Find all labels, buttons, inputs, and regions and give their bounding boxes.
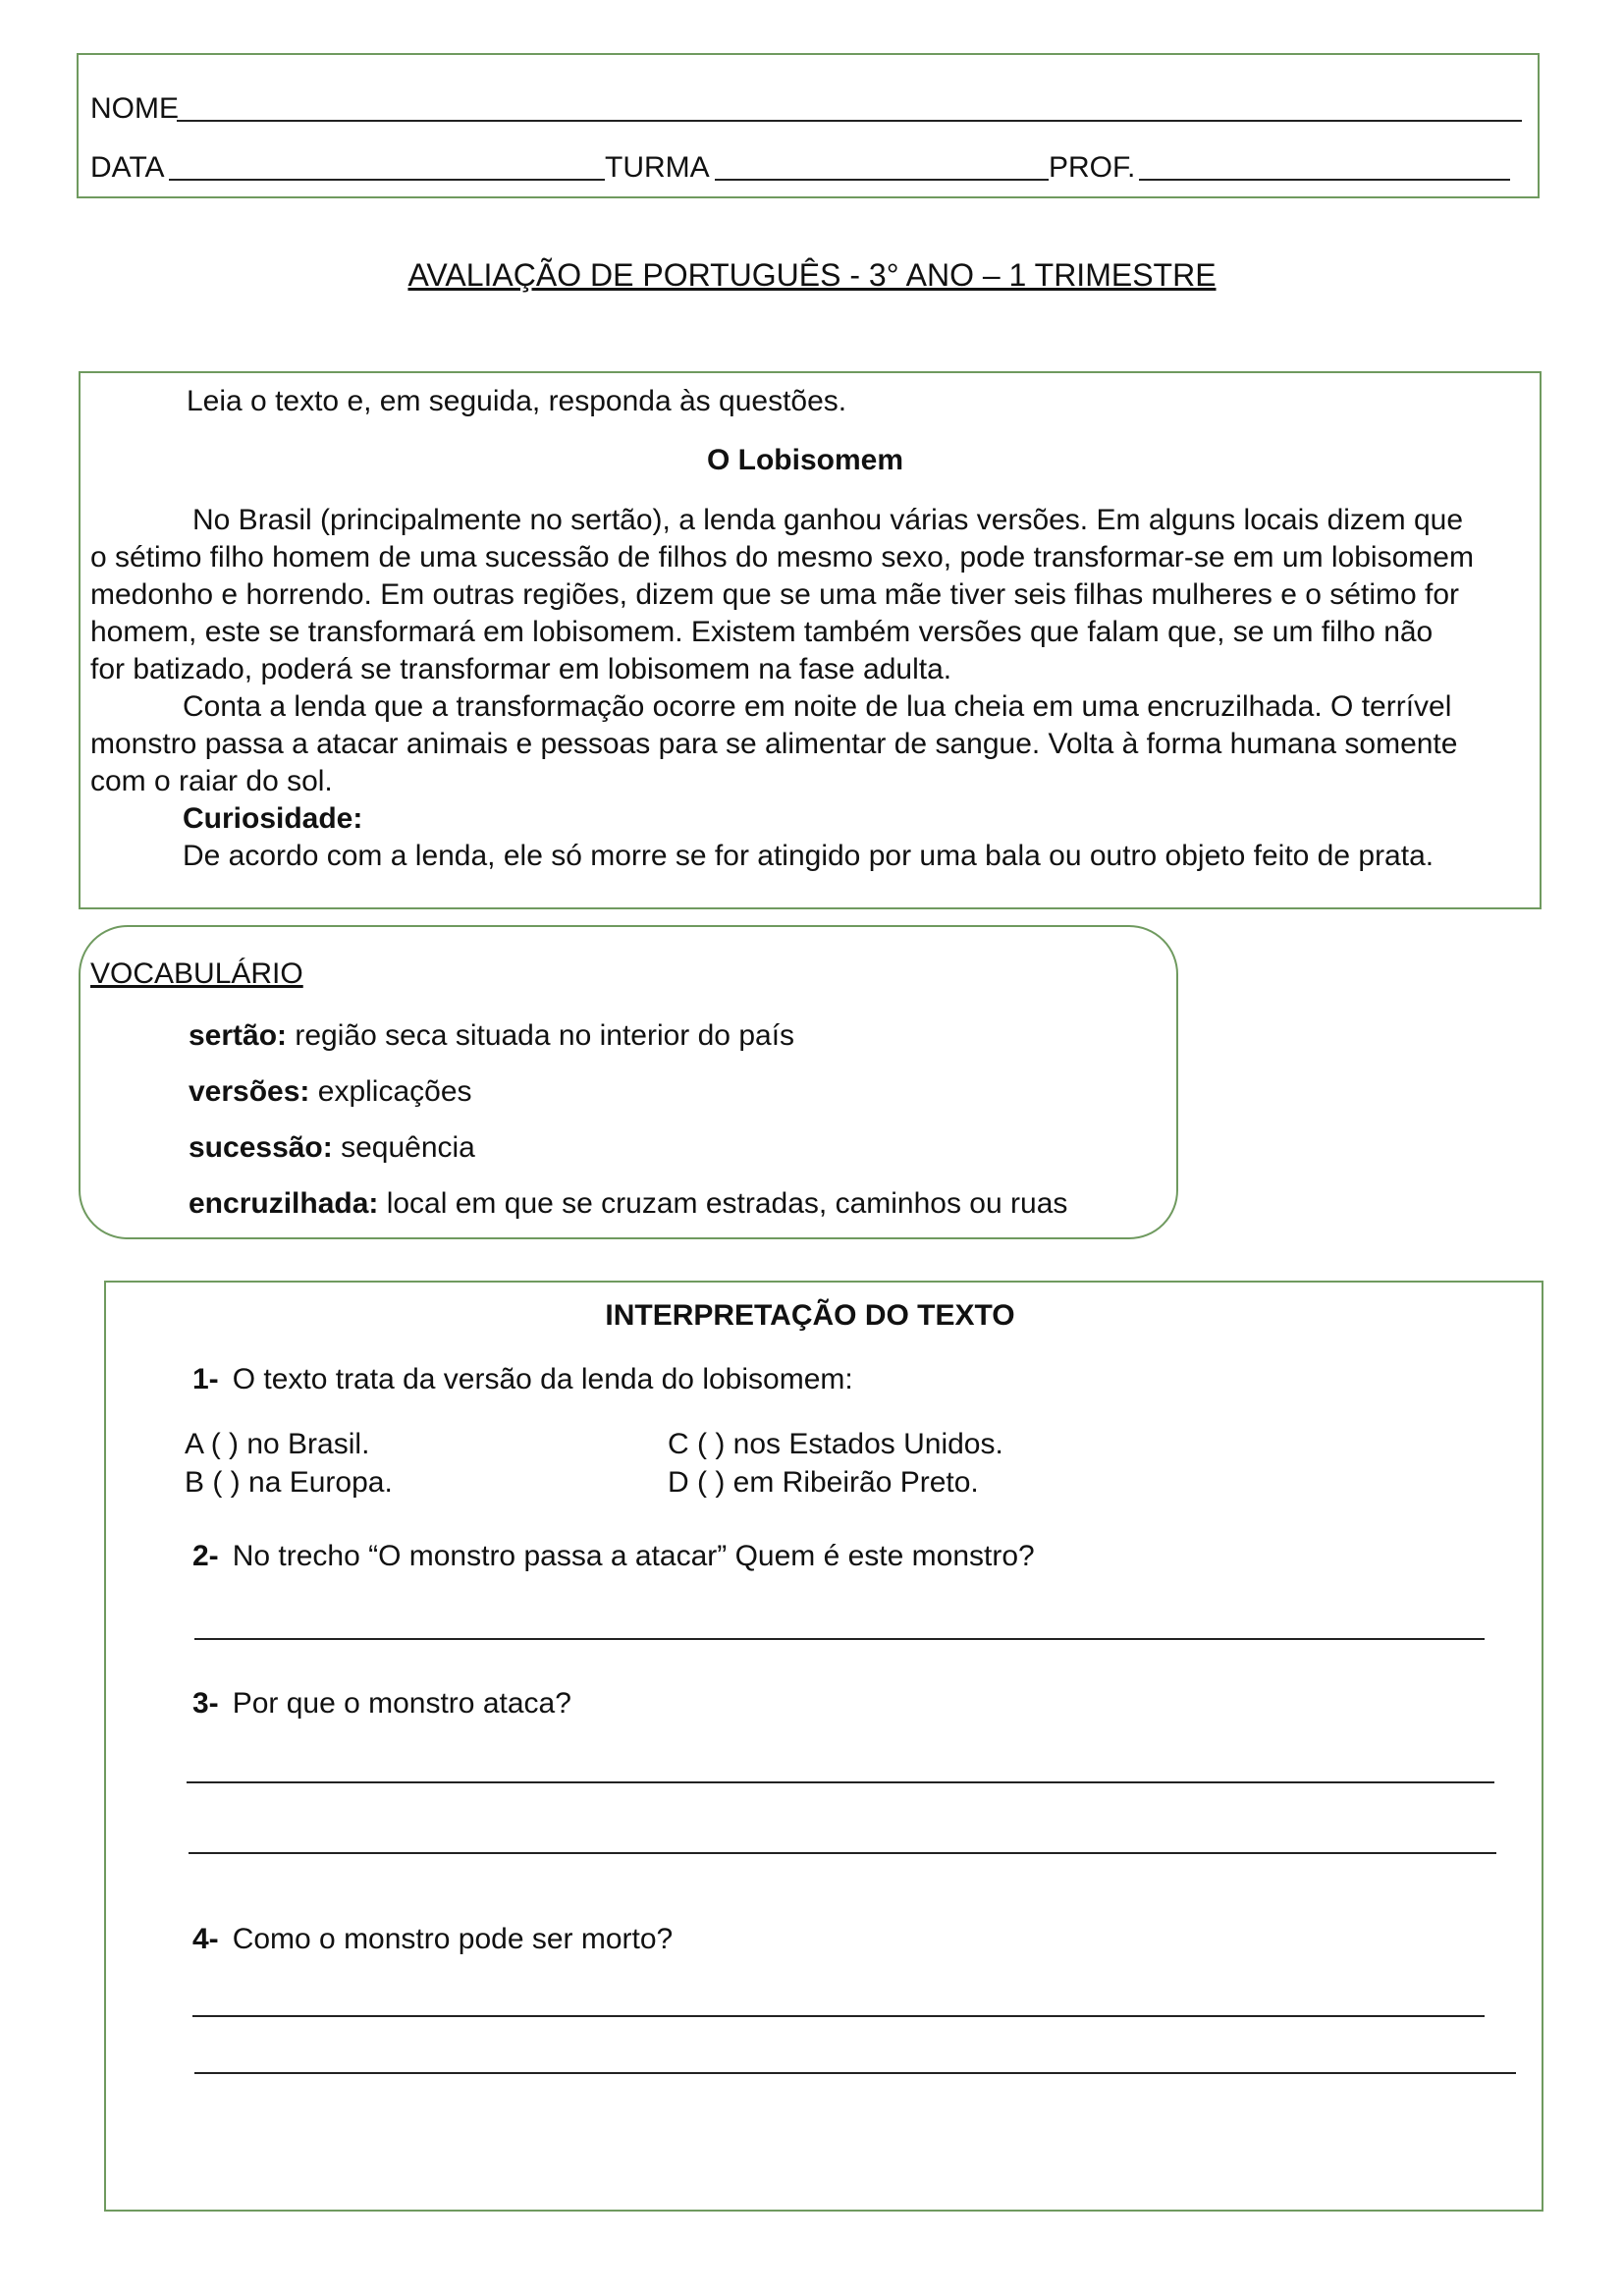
question-text: No trecho “O monstro passa a atacar” Quem é este monstro? xyxy=(232,1540,1035,1572)
option-letter: A ( xyxy=(185,1428,221,1460)
vocab-item xyxy=(189,1131,475,1165)
question-4 xyxy=(192,1923,673,1956)
question-text: Como o monstro pode ser morto? xyxy=(232,1923,674,1955)
option-b[interactable] xyxy=(185,1466,393,1500)
answer-line[interactable] xyxy=(194,1638,1485,1640)
vocab-definition: local em que se cruzam estradas, caminhos ou ruas xyxy=(378,1187,1068,1220)
question-number: 1- xyxy=(192,1363,219,1395)
option-text: ) em Ribeirão Preto. xyxy=(707,1466,979,1499)
question-number: 3- xyxy=(192,1687,219,1720)
reading-line: for batizado, poderá se transformar em lobisomem na fase adulta. xyxy=(90,653,952,685)
interpretation-heading: INTERPRETAÇÃO DO TEXTO xyxy=(605,1299,1015,1332)
name-label: NOME xyxy=(90,92,179,125)
vocabulary-heading: VOCABULÁRIO xyxy=(90,957,303,990)
question-number: 4- xyxy=(192,1923,219,1955)
option-text: ) na Europa. xyxy=(222,1466,393,1499)
teacher-field[interactable] xyxy=(1139,179,1510,181)
vocab-term: encruzilhada: xyxy=(189,1187,379,1220)
option-letter: D ( xyxy=(668,1466,707,1499)
option-a[interactable] xyxy=(185,1428,369,1461)
option-letter: C ( xyxy=(668,1428,707,1460)
option-text: ) no Brasil. xyxy=(220,1428,370,1460)
reading-line: monstro passa a atacar animais e pessoas para se alimentar de sangue. Volta à forma humana somente xyxy=(90,728,1458,760)
answer-line[interactable] xyxy=(187,1781,1494,1783)
vocab-term: versões: xyxy=(189,1075,310,1108)
vocab-term: sucessão: xyxy=(189,1131,333,1164)
reading-line: No Brasil (principalmente no sertão), a lenda ganhou várias versões. Em alguns locais dizem que xyxy=(192,504,1463,536)
vocab-item xyxy=(189,1187,1067,1221)
reading-line: medonho e horrendo. Em outras regiões, dizem que se uma mãe tiver seis filhas mulheres e o sétimo for xyxy=(90,578,1460,611)
vocab-item xyxy=(189,1075,472,1109)
reading-line: com o raiar do sol. xyxy=(90,765,333,797)
reading-instruction: Leia o texto e, em seguida, responda às questões. xyxy=(187,385,847,417)
class-label: TURMA xyxy=(605,151,710,184)
question-3 xyxy=(192,1687,571,1721)
option-c[interactable] xyxy=(668,1428,1003,1461)
answer-line[interactable] xyxy=(189,1852,1496,1854)
question-1 xyxy=(192,1363,853,1396)
vocab-definition: região seca situada no interior do país xyxy=(287,1019,795,1052)
page-title: AVALIAÇÃO DE PORTUGUÊS - 3° ANO – 1 TRIMESTRE xyxy=(407,257,1217,293)
class-field[interactable] xyxy=(715,179,1049,181)
option-text: ) nos Estados Unidos. xyxy=(707,1428,1003,1460)
vocab-definition: explicações xyxy=(309,1075,472,1108)
vocab-item xyxy=(189,1019,794,1053)
date-field[interactable] xyxy=(169,179,605,181)
answer-line[interactable] xyxy=(192,2015,1485,2017)
answer-line[interactable] xyxy=(194,2072,1516,2074)
curiosity-label: Curiosidade: xyxy=(183,802,363,835)
text-title: O Lobisomem xyxy=(706,444,904,476)
vocab-term: sertão: xyxy=(189,1019,288,1052)
reading-line: homem, este se transformará em lobisomem. Existem também versões que falam que, se um filho não xyxy=(90,616,1434,648)
question-text: Por que o monstro ataca? xyxy=(232,1687,571,1720)
question-2 xyxy=(192,1540,1035,1573)
curiosity-text: De acordo com a lenda, ele só morre se for atingido por uma bala ou outro objeto feito de prata. xyxy=(183,840,1435,872)
header-box xyxy=(77,53,1540,198)
reading-line: o sétimo filho homem de uma sucessão de filhos do mesmo sexo, pode transformar-se em um lobisomem xyxy=(90,541,1474,574)
question-number: 2- xyxy=(192,1540,219,1572)
option-d[interactable] xyxy=(668,1466,979,1500)
question-text: O texto trata da versão da lenda do lobisomem: xyxy=(232,1363,853,1395)
vocab-definition: sequência xyxy=(332,1131,475,1164)
name-field[interactable] xyxy=(177,120,1522,122)
reading-line: Conta a lenda que a transformação ocorre em noite de lua cheia em uma encruzilhada. O terrível xyxy=(183,690,1452,723)
option-letter: B ( xyxy=(185,1466,223,1499)
date-label: DATA xyxy=(90,151,165,184)
teacher-label: PROF. xyxy=(1049,151,1136,184)
